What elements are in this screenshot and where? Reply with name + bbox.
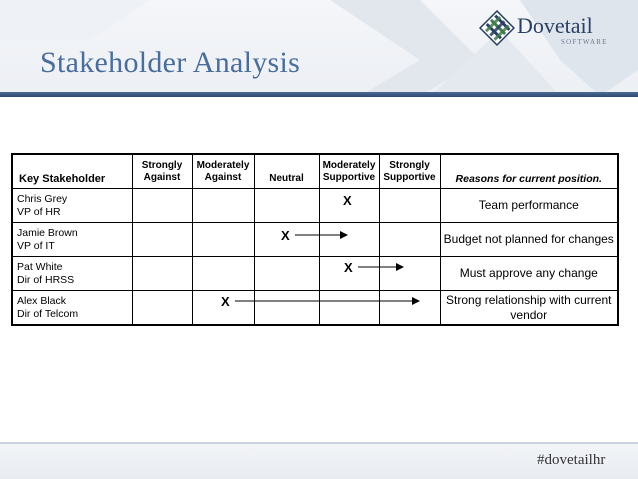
page-title: Stakeholder Analysis xyxy=(40,46,301,79)
header-reasons: Reasons for current position. xyxy=(440,154,618,189)
stakeholder-role: VP of IT xyxy=(17,239,55,252)
table-header-row xyxy=(12,154,618,189)
stakeholder-cell xyxy=(12,189,132,223)
stakeholder-role: VP of HR xyxy=(17,205,61,218)
stakeholder-role: Dir of Telcom xyxy=(17,307,79,320)
dovetail-logo xyxy=(479,10,608,50)
cell-strongly-supportive xyxy=(379,257,440,291)
reason-cell: Strong relationship with current vendor xyxy=(440,291,618,326)
cell-strongly-against xyxy=(132,291,192,326)
logo-subtext: SOFTWARE xyxy=(561,38,608,46)
header-moderately-against: Moderately Against xyxy=(192,154,254,189)
cell-moderately-supportive xyxy=(319,291,379,326)
dovetail-logo-icon xyxy=(479,10,515,46)
cell-neutral xyxy=(254,189,319,223)
reason-cell: Team performance xyxy=(440,189,618,223)
reason-cell: Budget not planned for changes xyxy=(440,223,618,257)
table-row xyxy=(12,223,618,257)
cell-moderately-supportive xyxy=(319,223,379,257)
reason-cell: Must approve any change xyxy=(440,257,618,291)
cell-moderately-against xyxy=(192,223,254,257)
header-rule xyxy=(0,92,638,97)
cell-strongly-supportive xyxy=(379,291,440,326)
stakeholder-name: Chris Grey xyxy=(17,192,68,205)
cell-strongly-supportive xyxy=(379,189,440,223)
stakeholder-role: Dir of HRSS xyxy=(17,273,75,286)
cell-neutral xyxy=(254,291,319,326)
stakeholder-cell xyxy=(12,257,132,291)
position-mark: X xyxy=(344,260,353,275)
header-strongly-against: Strongly Against xyxy=(132,154,192,189)
cell-strongly-against xyxy=(132,257,192,291)
stakeholder-name: Jamie Brown xyxy=(17,226,78,239)
position-mark: X xyxy=(221,294,230,309)
logo-wordmark: Dovetail xyxy=(517,13,593,38)
cell-moderately-against xyxy=(192,257,254,291)
header-key-stakeholder: Key Stakeholder xyxy=(12,154,132,189)
header-strongly-supportive: Strongly Supportive xyxy=(379,154,440,189)
header-neutral: Neutral xyxy=(254,154,319,189)
cell-strongly-supportive xyxy=(379,223,440,257)
position-mark: X xyxy=(343,193,352,208)
footer-rule xyxy=(0,442,638,444)
table-row xyxy=(12,189,618,223)
hashtag: #dovetailhr xyxy=(537,452,606,468)
cell-strongly-against xyxy=(132,223,192,257)
stakeholder-table-wrap xyxy=(11,153,617,321)
position-mark: X xyxy=(281,228,290,243)
table-row xyxy=(12,257,618,291)
cell-strongly-against xyxy=(132,189,192,223)
stakeholder-name: Alex Black xyxy=(17,294,67,307)
header-moderately-supportive: Moderately Supportive xyxy=(319,154,379,189)
stakeholder-cell xyxy=(12,223,132,257)
stakeholder-name: Pat White xyxy=(17,260,63,273)
stakeholder-table xyxy=(11,153,619,326)
cell-moderately-against xyxy=(192,189,254,223)
table-row xyxy=(12,291,618,326)
cell-neutral xyxy=(254,257,319,291)
stakeholder-cell xyxy=(12,291,132,326)
